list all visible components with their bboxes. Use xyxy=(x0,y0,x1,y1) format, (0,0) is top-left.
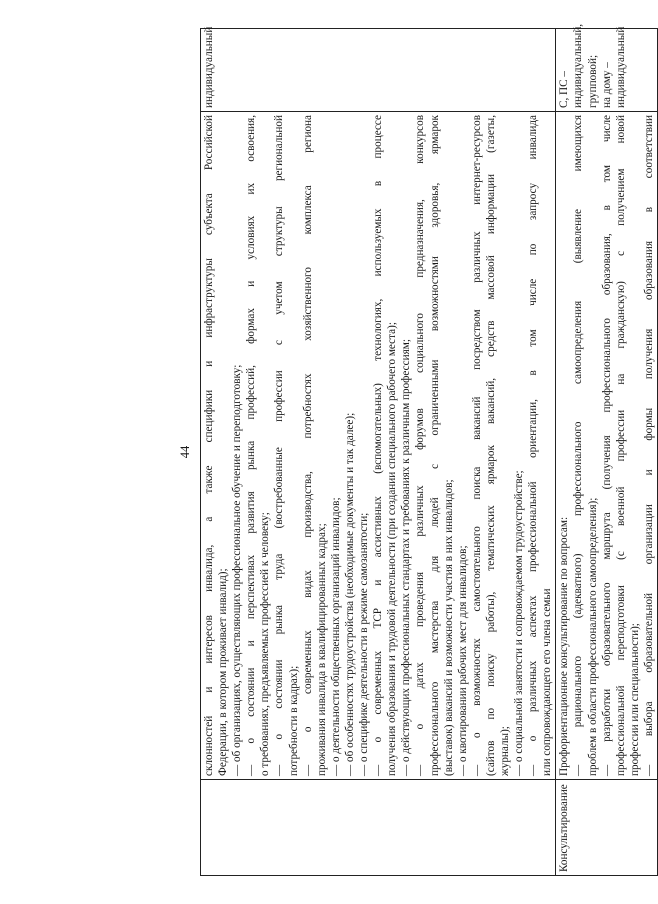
text-line: — о состоянии и перспективах развития рынка профессий, формах и условиях их освоения, xyxy=(245,115,258,776)
text-line: профессии или специальности); xyxy=(628,623,641,776)
text-line: профессиональной переподготовки (с военной профессии на гражданскую) с получением новой xyxy=(614,115,627,776)
text-line: (выставок) вакансий и возможности участия в них инвалидов; xyxy=(442,479,455,776)
form-cell xyxy=(201,26,556,112)
text-line: — о возможностях самостоятельного поиска вакансий посредством различных интернет-ресурсов xyxy=(470,115,483,776)
form-line: индивидуальный, xyxy=(572,23,585,108)
text-line: (сайтов по поиску работы), тематических ярмарок вакансий, средств массовой информации (газеты, xyxy=(484,115,497,776)
form-text xyxy=(557,23,627,108)
table-row xyxy=(556,29,658,876)
content-text xyxy=(557,115,656,776)
text-line: — выбора образовательной организации и формы получения образования в соответствии xyxy=(642,115,655,776)
text-line: — о социальной занятости и сопровождаемом трудоустройстве; xyxy=(513,470,526,776)
text-line: — о деятельности общественных организаций инвалидов; xyxy=(329,497,342,776)
content-cell xyxy=(201,112,556,780)
service-table xyxy=(200,23,658,876)
form-line: С, ПС – xyxy=(558,71,571,108)
text-line: профессионального мастерства для людей с ограниченными возможностями здоровья, ярмарок xyxy=(428,115,441,776)
form-line: на дому – xyxy=(600,62,613,108)
text-line: журналы); xyxy=(498,726,511,776)
text-line: — о специфике деятельности в режиме самозанятости; xyxy=(358,512,371,776)
text-line: проживания инвалида в квалифицированных кадрах; xyxy=(315,523,328,776)
rotated-page xyxy=(28,23,655,876)
text-line: потребности в кадрах); xyxy=(287,665,300,776)
text-line: Профориентационное консультирование по вопросам: xyxy=(558,516,571,776)
form-line: индивидуальный xyxy=(614,26,627,108)
text-line: проблем в области профессионального самоопределения); xyxy=(586,497,599,776)
form-line: групповой; xyxy=(586,54,599,108)
text-line: получения образования и трудовой деятельности (при создании специального рабочего места); xyxy=(386,322,399,776)
table-row xyxy=(201,29,556,876)
service-type-text: Консультирование xyxy=(558,784,571,872)
text-line: — о современных видах производства, потребностях хозяйственного комплекса региона xyxy=(301,115,314,776)
page-number: 44 xyxy=(178,445,192,459)
form-line: индивидуальный xyxy=(203,26,215,108)
content-cell xyxy=(556,112,658,780)
text-line: — об организациях, осуществляющих профессиональное обучение и переподготовку; xyxy=(231,364,244,776)
text-line: — об особенностях трудоустройства (необходимые документы и так далее); xyxy=(343,412,356,776)
text-line: Федерации, в котором проживает инвалид); xyxy=(217,568,230,776)
form-cell xyxy=(556,23,658,112)
text-line: — разработки образовательного маршрута (получения профессионального образования, в том числе xyxy=(600,115,613,776)
text-line: — о действующих профессиональных стандартах и требованиях к различным профессиям; xyxy=(400,339,413,776)
text-line: — о датах проведения различных форумов социального предназначения, конкурсов xyxy=(414,115,427,776)
service-type-cell xyxy=(201,780,556,876)
text-line: склонностей и интересов инвалида, а также специфики и инфраструктуры субъекта Российской xyxy=(203,115,215,776)
text-line: о требованиях, предъявляемых профессией к человеку; xyxy=(259,512,272,776)
text-line: — о состоянии рынка труда (востребованные профессии с учетом структуры региональной xyxy=(273,115,286,776)
text-line: — рационального (адекватного) профессионального самоопределения (выявление имеющихся xyxy=(572,115,585,776)
text-line: — о квотировании рабочих мест для инвалидов; xyxy=(456,545,469,776)
form-text xyxy=(202,26,216,108)
text-line: или сопровождающего его члена семьи xyxy=(541,588,554,776)
content-text xyxy=(202,115,554,776)
text-line: — о современных ТСР и ассистивных (вспомогательных) технологиях, используемых в процессе xyxy=(372,115,385,776)
text-line: — о различных аспектах профессиональной ориентации, в том числе по запросу инвалида xyxy=(527,115,540,776)
service-type-cell xyxy=(556,780,658,876)
